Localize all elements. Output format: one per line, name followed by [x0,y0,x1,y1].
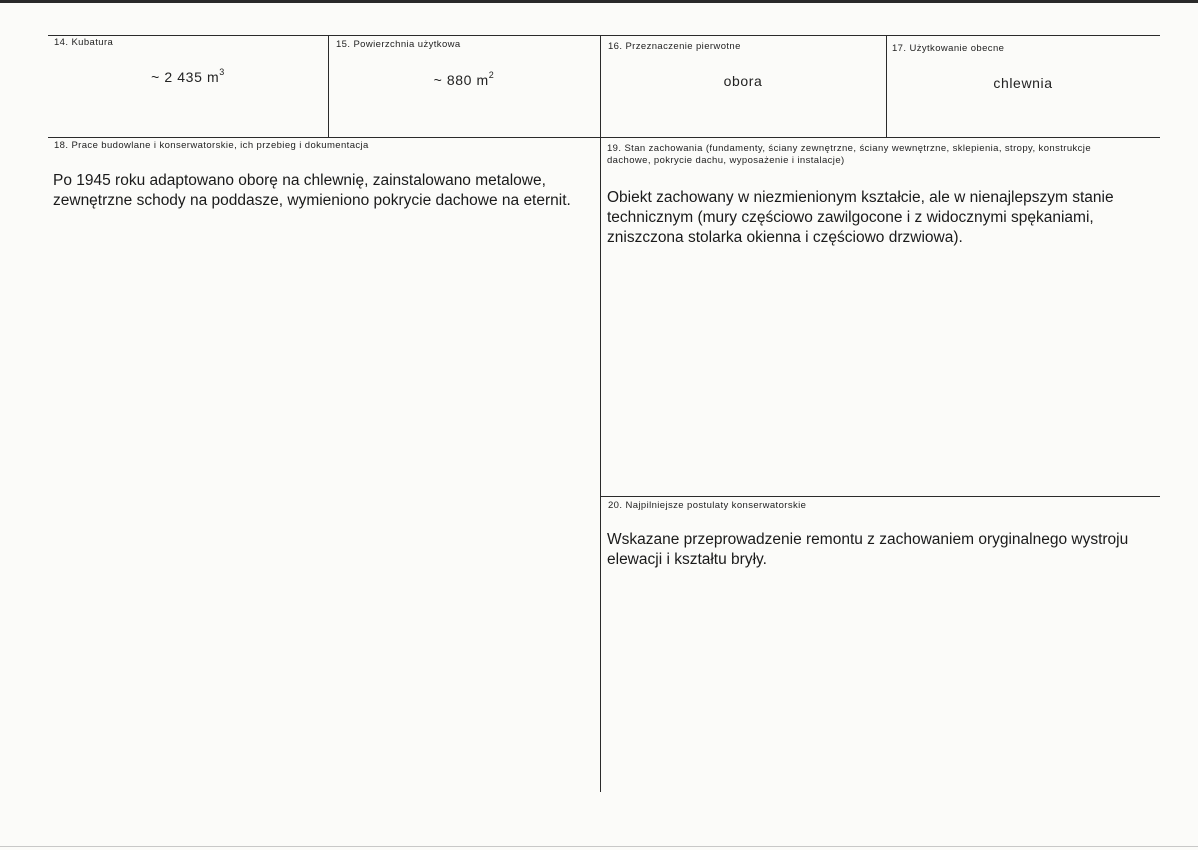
field18-text: Po 1945 roku adaptowano oborę na chlewnię, zainstalowano metalowe, zewnętrzne schody na poddasze, wymieniono pokrycie dachowe na eternit. [53,172,571,209]
field19-text: Obiekt zachowany w niezmienionym kształcie, ale w nienajlepszym stanie technicznym (mury częściowo zawilgocone i z widocznymi spękaniami, zniszczona stolarka okienna i częściowo drzwiowa). [607,189,1114,246]
field19-label: 19. Stan zachowania (fundamenty, ściany zewnętrzne, ściany wewnętrzne, sklepienia, stropy, konstrukcje dachowe, pokrycie dachu, wyposażenie i instalacje) [607,143,1092,166]
page-top-edge [0,0,1198,3]
field17-label: 17. Użytkowanie obecne [892,43,1005,54]
field17-value: chlewnia [993,75,1053,91]
field20-label: 20. Najpilniejsze postulaty konserwatorskie [608,500,807,511]
field20-top-line [600,496,1160,497]
field16-value: obora [723,73,763,89]
divider-15-16 [600,35,601,792]
field20-text: Wskazane przeprowadzenie remontu z zachowaniem oryginalnego wystroju elewacji i kształtu bryły. [607,531,1129,568]
field14-label: 14. Kubatura [54,37,114,48]
field15-value [328,72,600,88]
row1-bottom-line [48,137,1160,138]
field16-label: 16. Przeznaczenie pierwotne [608,41,741,52]
field18-label: 18. Prace budowlane i konserwatorskie, ich przebieg i dokumentacja [54,140,369,151]
field15-unit-sup: 2 [488,70,495,80]
field15-label: 15. Powierzchnia użytkowa [336,39,461,50]
field14-unit-sup: 3 [219,67,225,77]
field14-value-text: ~ 2 435 m [151,69,220,85]
row1-top-line [48,35,1160,36]
field15-value-text: ~ 880 m [433,72,489,88]
page-bottom-edge [0,846,1198,847]
field14-value [48,69,328,85]
